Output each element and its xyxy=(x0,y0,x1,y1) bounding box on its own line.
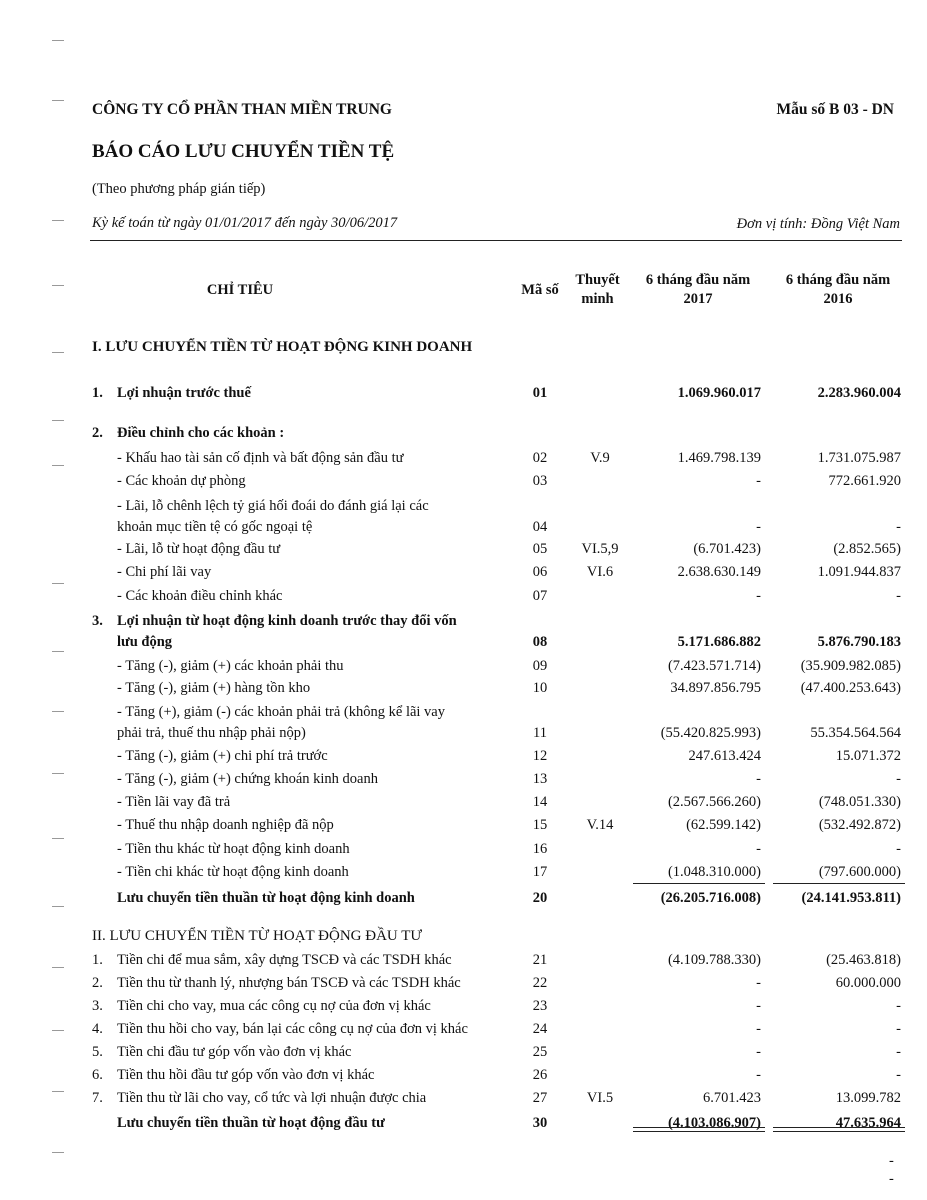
row-value-2016: 1.091.944.837 xyxy=(817,564,901,580)
row-label: Điều chỉnh cho các khoản : xyxy=(117,425,285,441)
row-code: 07 xyxy=(532,588,548,604)
margin-mark xyxy=(52,352,64,353)
margin-mark xyxy=(52,711,64,712)
col-header-2017-2: 2017 xyxy=(683,291,713,307)
row-value-2016: (25.463.818) xyxy=(826,952,901,968)
table-row xyxy=(0,656,927,678)
report-method: (Theo phương pháp gián tiếp) xyxy=(92,181,266,197)
row-value-2017: (4.103.086.907) xyxy=(667,1115,761,1131)
row-value-2017: - xyxy=(756,1067,761,1083)
row-number: 3. xyxy=(92,998,103,1014)
margin-mark xyxy=(52,1152,64,1153)
row-label: - Các khoản điều chỉnh khác xyxy=(117,588,283,604)
row-label: - Lãi, lỗ chênh lệch tỷ giá hối đoái do đánh giá lại các xyxy=(117,498,429,514)
row-value-2017: 5.171.686.882 xyxy=(677,634,761,650)
row-code: 30 xyxy=(532,1115,548,1131)
row-value-2017: - xyxy=(756,975,761,991)
row-value-2016: - xyxy=(896,998,901,1014)
row-label: - Tiền chi khác từ hoạt động kinh doanh xyxy=(117,864,349,880)
row-label: - Tăng (-), giảm (+) hàng tồn kho xyxy=(117,680,311,696)
row-label: - Tiền thu khác từ hoạt động kinh doanh xyxy=(117,841,350,857)
row-value-2016: - xyxy=(896,841,901,857)
row-value-2017: - xyxy=(756,841,761,857)
table-row xyxy=(0,517,927,539)
row-code: 02 xyxy=(532,450,548,466)
table-row xyxy=(0,611,927,633)
row-number: 5. xyxy=(92,1044,103,1060)
margin-mark xyxy=(52,220,64,221)
row-label: - Các khoản dự phòng xyxy=(117,473,246,489)
row-label: - Tiền lãi vay đã trả xyxy=(117,794,231,810)
table-row xyxy=(0,792,927,814)
row-code: 13 xyxy=(532,771,548,787)
table-row xyxy=(0,586,927,608)
row-note: VI.5 xyxy=(586,1090,614,1106)
row-label: - Thuế thu nhập doanh nghiệp đã nộp xyxy=(117,817,334,833)
row-value-2016: 772.661.920 xyxy=(828,473,901,489)
table-row xyxy=(0,888,927,910)
row-value-2017: (4.109.788.330) xyxy=(667,952,761,968)
row-number: 1. xyxy=(92,385,103,401)
row-label: lưu động xyxy=(117,634,173,650)
margin-mark xyxy=(52,906,64,907)
row-value-2016: (797.600.000) xyxy=(818,864,901,880)
row-label: Lưu chuyển tiền thuần từ hoạt động kinh doanh xyxy=(117,890,415,906)
row-value-2017: (55.420.825.993) xyxy=(660,725,761,741)
row-code: 06 xyxy=(532,564,548,580)
footer-dash-2: - xyxy=(889,1171,894,1187)
table-row xyxy=(0,423,927,445)
report-title: BÁO CÁO LƯU CHUYỂN TIỀN TỆ xyxy=(92,141,395,162)
table-row xyxy=(0,496,927,518)
row-label: Tiền chi đầu tư góp vốn vào đơn vị khác xyxy=(117,1044,352,1060)
row-value-2016: 55.354.564.564 xyxy=(810,725,901,741)
row-value-2016: - xyxy=(896,1044,901,1060)
margin-mark xyxy=(52,1091,64,1092)
header-divider xyxy=(90,240,902,241)
section-investing-title: II. LƯU CHUYỂN TIỀN TỪ HOẠT ĐỘNG ĐẦU TƯ xyxy=(92,928,423,944)
table-row xyxy=(0,539,927,561)
footer-dash-1: - xyxy=(889,1153,894,1169)
section-operating-title: I. LƯU CHUYỂN TIỀN TỪ HOẠT ĐỘNG KINH DOANH xyxy=(92,339,473,355)
row-label: - Tăng (-), giảm (+) các khoản phải thu xyxy=(117,658,344,674)
table-row xyxy=(0,1088,927,1110)
row-value-2016: 1.731.075.987 xyxy=(817,450,901,466)
row-value-2017: - xyxy=(756,771,761,787)
table-row xyxy=(0,471,927,493)
row-code: 05 xyxy=(532,541,548,557)
row-note: V.14 xyxy=(586,817,614,833)
row-label: Tiền chi cho vay, mua các công cụ nợ của đơn vị khác xyxy=(117,998,431,1014)
col-header-2017-1: 6 tháng đầu năm xyxy=(645,272,751,288)
row-code: 09 xyxy=(532,658,548,674)
row-value-2017: - xyxy=(756,1021,761,1037)
row-value-2017: (26.205.716.008) xyxy=(660,890,761,906)
table-row xyxy=(0,815,927,837)
row-code: 15 xyxy=(532,817,548,833)
row-number: 4. xyxy=(92,1021,103,1037)
row-label: - Chi phí lãi vay xyxy=(117,564,212,580)
row-value-2017: 2.638.630.149 xyxy=(677,564,761,580)
row-value-2016: 15.071.372 xyxy=(835,748,901,764)
row-number: 1. xyxy=(92,952,103,968)
row-value-2016: (35.909.982.085) xyxy=(800,658,901,674)
margin-mark xyxy=(52,967,64,968)
row-value-2017: (7.423.571.714) xyxy=(667,658,761,674)
row-label: Tiền thu hồi cho vay, bán lại các công cụ nợ của đơn vị khác xyxy=(117,1021,468,1037)
row-value-2017: (62.599.142) xyxy=(686,817,761,833)
row-note: VI.5,9 xyxy=(581,541,619,557)
row-value-2017: - xyxy=(756,473,761,489)
row-value-2017: 247.613.424 xyxy=(688,748,761,764)
row-value-2016: 60.000.000 xyxy=(835,975,901,991)
margin-mark xyxy=(52,583,64,584)
row-code: 01 xyxy=(532,385,548,401)
row-label: Tiền thu từ lãi cho vay, cổ tức và lợi nhuận được chia xyxy=(117,1090,427,1106)
row-label: phải trả, thuế thu nhập phải nộp) xyxy=(117,725,306,741)
row-code: 04 xyxy=(532,519,548,535)
row-value-2016: (532.492.872) xyxy=(818,817,901,833)
table-row xyxy=(0,1065,927,1087)
row-code: 17 xyxy=(532,864,548,880)
report-period: Kỳ kế toán từ ngày 01/01/2017 đến ngày 30/06/2017 xyxy=(92,215,398,231)
row-value-2016: - xyxy=(896,519,901,535)
row-code: 22 xyxy=(532,975,548,991)
row-label: - Lãi, lỗ từ hoạt động đầu tư xyxy=(117,541,281,557)
row-value-2016: 5.876.790.183 xyxy=(817,634,901,650)
margin-mark xyxy=(52,285,64,286)
table-row xyxy=(0,723,927,745)
company-name: CÔNG TY CỔ PHẦN THAN MIỀN TRUNG xyxy=(92,101,392,118)
row-number: 2. xyxy=(92,425,103,441)
col-header-note-2: minh xyxy=(581,291,614,307)
margin-mark xyxy=(52,651,64,652)
row-code: 25 xyxy=(532,1044,548,1060)
form-code: Mẫu số B 03 - DN xyxy=(776,101,894,118)
row-label: - Tăng (-), giảm (+) chứng khoán kinh doanh xyxy=(117,771,378,787)
row-value-2017: - xyxy=(756,588,761,604)
row-value-2017: (1.048.310.000) xyxy=(667,864,761,880)
row-label: Lưu chuyển tiền thuần từ hoạt động đầu tư xyxy=(117,1115,385,1131)
row-value-2016: 13.099.782 xyxy=(835,1090,901,1106)
row-code: 12 xyxy=(532,748,548,764)
table-row xyxy=(0,383,927,405)
table-row xyxy=(0,746,927,768)
row-number: 6. xyxy=(92,1067,103,1083)
row-value-2016: (24.141.953.811) xyxy=(801,890,901,906)
margin-mark xyxy=(52,420,64,421)
row-label: - Tăng (-), giảm (+) chi phí trả trước xyxy=(117,748,328,764)
row-value-2017: 6.701.423 xyxy=(703,1090,761,1106)
row-code: 14 xyxy=(532,794,548,810)
row-value-2016: - xyxy=(896,1021,901,1037)
margin-mark xyxy=(52,1030,64,1031)
row-code: 23 xyxy=(532,998,548,1014)
row-value-2017: - xyxy=(756,519,761,535)
row-value-2017: 1.069.960.017 xyxy=(677,385,761,401)
row-code: 26 xyxy=(532,1067,548,1083)
table-row xyxy=(0,1042,927,1064)
row-value-2016: (2.852.565) xyxy=(833,541,901,557)
row-number: 2. xyxy=(92,975,103,991)
margin-mark xyxy=(52,100,64,101)
row-note: VI.6 xyxy=(586,564,614,580)
row-value-2017: - xyxy=(756,998,761,1014)
row-note: V.9 xyxy=(590,450,610,466)
row-value-2016: - xyxy=(896,771,901,787)
row-value-2016: 47.635.964 xyxy=(835,1115,901,1131)
row-code: 11 xyxy=(533,725,547,741)
row-code: 27 xyxy=(532,1090,548,1106)
col-header-item: CHỈ TIÊU xyxy=(206,282,274,298)
margin-mark xyxy=(52,773,64,774)
row-label: Lợi nhuận từ hoạt động kinh doanh trước thay đổi vốn xyxy=(117,613,457,629)
row-value-2017: (2.567.566.260) xyxy=(667,794,761,810)
row-code: 21 xyxy=(532,952,548,968)
row-label: Tiền thu hồi đầu tư góp vốn vào đơn vị khác xyxy=(117,1067,375,1083)
table-row xyxy=(0,702,927,724)
table-row xyxy=(0,862,927,884)
row-label: khoản mục tiền tệ có gốc ngoại tệ xyxy=(117,519,313,535)
table-row xyxy=(0,839,927,861)
table-row xyxy=(0,950,927,972)
row-code: 24 xyxy=(532,1021,548,1037)
row-value-2017: - xyxy=(756,1044,761,1060)
table-row xyxy=(0,448,927,470)
margin-mark xyxy=(52,465,64,466)
row-code: 20 xyxy=(532,890,548,906)
row-number: 7. xyxy=(92,1090,103,1106)
row-label: - Tăng (+), giảm (-) các khoản phải trả (không kể lãi vay xyxy=(117,704,445,720)
row-label: Tiền chi để mua sắm, xây dựng TSCĐ và các TSDH khác xyxy=(117,952,452,968)
margin-mark xyxy=(52,40,64,41)
subtotal-line-2017 xyxy=(633,883,765,884)
currency-unit: Đơn vị tính: Đồng Việt Nam xyxy=(736,216,900,232)
row-value-2017: 1.469.798.139 xyxy=(677,450,761,466)
row-value-2016: (748.051.330) xyxy=(818,794,901,810)
table-row xyxy=(0,996,927,1018)
table-row xyxy=(0,678,927,700)
row-value-2016: (47.400.253.643) xyxy=(800,680,901,696)
table-row xyxy=(0,1019,927,1041)
row-code: 03 xyxy=(532,473,548,489)
table-row xyxy=(0,632,927,654)
col-header-2016-1: 6 tháng đầu năm xyxy=(785,272,891,288)
total-line-2017 xyxy=(633,1127,765,1132)
table-row xyxy=(0,562,927,584)
row-value-2016: - xyxy=(896,588,901,604)
row-value-2016: - xyxy=(896,1067,901,1083)
table-row xyxy=(0,769,927,791)
row-label: Lợi nhuận trước thuế xyxy=(117,385,251,401)
row-code: 16 xyxy=(532,841,548,857)
margin-mark xyxy=(52,838,64,839)
row-label: - Khấu hao tài sản cố định và bất động sản đầu tư xyxy=(117,450,404,466)
total-line-2016 xyxy=(773,1127,905,1132)
row-code: 08 xyxy=(532,634,548,650)
row-value-2017: (6.701.423) xyxy=(693,541,761,557)
col-header-code: Mã số xyxy=(521,282,559,298)
col-header-2016-2: 2016 xyxy=(823,291,853,307)
row-code: 10 xyxy=(532,680,548,696)
row-value-2017: 34.897.856.795 xyxy=(670,680,761,696)
table-row xyxy=(0,973,927,995)
subtotal-line-2016 xyxy=(773,883,905,884)
col-header-note-1: Thuyết xyxy=(575,272,620,288)
row-value-2016: 2.283.960.004 xyxy=(817,385,901,401)
row-label: Tiền thu từ thanh lý, nhượng bán TSCĐ và các TSDH khác xyxy=(117,975,461,991)
row-number: 3. xyxy=(92,613,103,629)
